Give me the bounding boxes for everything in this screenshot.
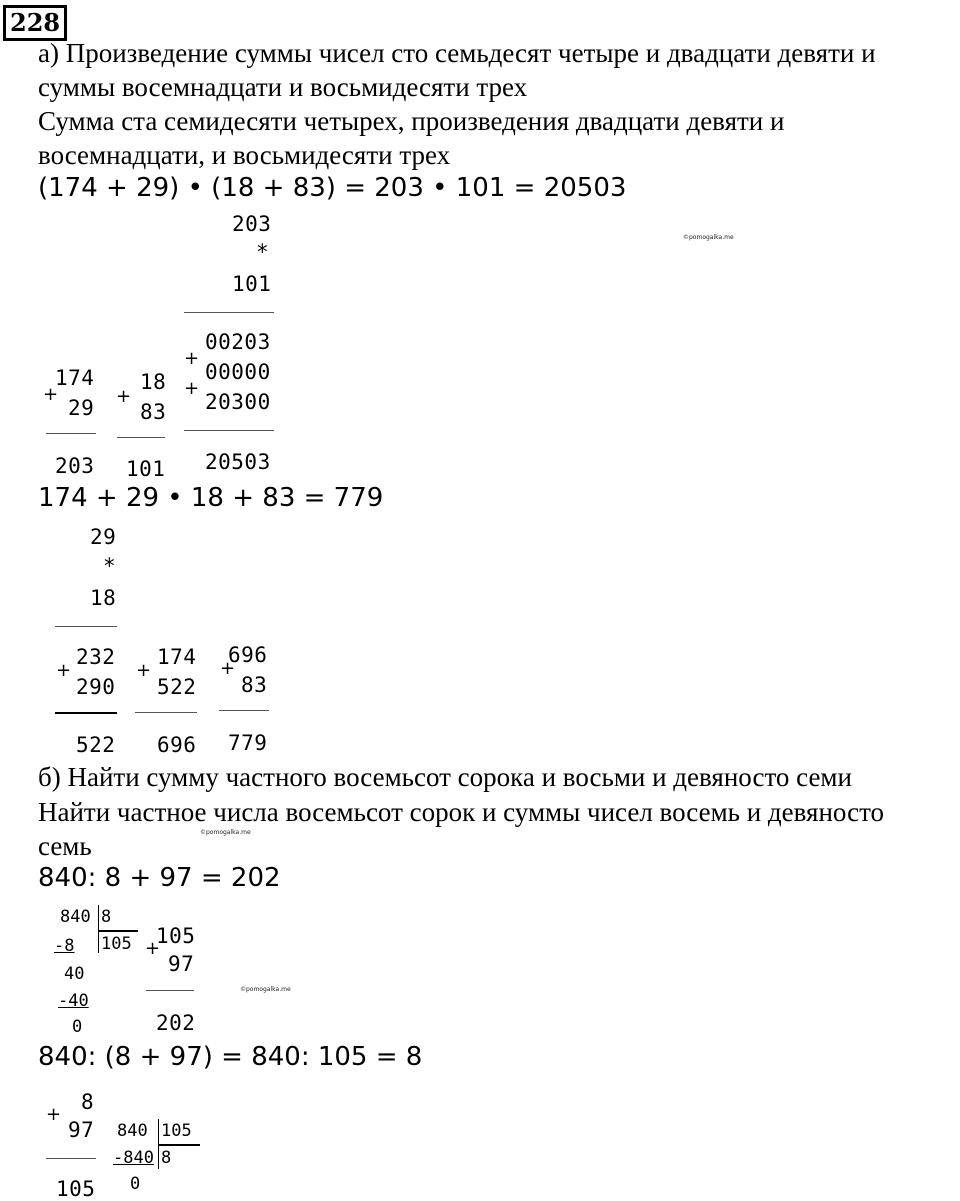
add-2-b: 83 [140, 400, 167, 424]
watermark-1: ©pomogalka.me [683, 234, 734, 241]
mult-2-sign: * [103, 554, 117, 578]
mult-2-rule [55, 626, 117, 627]
add-1-rule [46, 433, 96, 434]
div-1-rem-1: 40 [64, 964, 85, 984]
add-3-b: 290 [76, 675, 116, 699]
mult-1-rule [184, 312, 274, 313]
add-6-rule [146, 990, 194, 991]
add-3-sign: + [56, 660, 72, 681]
add-1-result: 203 [55, 454, 95, 478]
add-5-a: 696 [228, 643, 268, 667]
add-1-sign: + [43, 384, 59, 405]
part-b-text-line-1: б) Найти сумму частного восемьсот сорока и восьми и девяносто семи [38, 762, 852, 792]
div-1-divider-v [98, 905, 99, 953]
add-4-a: 174 [157, 645, 197, 669]
mult-1-plus-1: + [184, 348, 200, 369]
add-5-result: 779 [228, 731, 268, 755]
mult-1-partial-1: 00203 [205, 330, 271, 354]
mult-1-bottom: 101 [232, 272, 272, 296]
mult-1-partial-3: 20300 [205, 390, 271, 414]
div-2-divisor: 105 [161, 1121, 192, 1141]
add-4-sign: + [136, 660, 152, 681]
add-4-rule [135, 712, 197, 713]
add-5-rule [219, 710, 269, 711]
div-1-rem-2: 0 [72, 1017, 83, 1037]
part-a-text-line-1: а) Произведение суммы чисел сто семьдесят четыре и двадцати девяти и [38, 38, 876, 68]
add-2-result: 101 [126, 457, 166, 481]
div-2-dividend: 840 [117, 1121, 148, 1141]
add-7-a: 8 [81, 1090, 95, 1114]
expression-a1: (174 + 29) • (18 + 83) = 203 • 101 = 20503 [38, 173, 627, 203]
mult-2-bottom: 18 [90, 586, 117, 610]
mult-2-top: 29 [90, 525, 117, 549]
add-6-sign: + [145, 938, 161, 959]
add-4-b: 522 [157, 675, 197, 699]
add-1-a: 174 [55, 366, 95, 390]
div-1-dividend: 840 [60, 907, 91, 927]
div-1-divisor: 8 [101, 907, 112, 927]
expression-b1: 840: 8 + 97 = 202 [38, 863, 281, 893]
add-7-b: 97 [68, 1118, 95, 1142]
mult-1-sign: * [256, 240, 270, 264]
div-1-quotient: 105 [101, 934, 132, 954]
add-6-result: 202 [156, 1011, 196, 1035]
div-2-quotient: 8 [161, 1148, 172, 1168]
add-2-rule [117, 437, 165, 438]
watermark-3: ©pomogalka.me [240, 986, 291, 993]
part-b-text-line-3: семь [38, 831, 92, 861]
div-1-sub-2: -40 [58, 991, 89, 1011]
add-6-b: 97 [168, 952, 195, 976]
add-7-rule [46, 1158, 96, 1159]
add-3-result: 522 [76, 733, 116, 757]
div-2-rem-1: 0 [130, 1174, 141, 1194]
part-a-text-line-4: восемнадцати, и восьмидесяти трех [38, 140, 451, 170]
mult-1-top: 203 [232, 212, 272, 236]
part-a-text-line-3: Сумма ста семидесяти четырех, произведения двадцати девяти и [38, 106, 785, 136]
add-3-rule [55, 712, 117, 714]
add-2-sign: + [116, 386, 132, 407]
add-1-b: 29 [68, 396, 95, 420]
mult-1-result-rule [184, 430, 274, 431]
add-2-a: 18 [140, 370, 167, 394]
mult-1-result: 20503 [205, 450, 271, 474]
add-3-a: 232 [76, 645, 116, 669]
add-7-sign: + [46, 1104, 62, 1125]
expression-a2: 174 + 29 • 18 + 83 = 779 [38, 483, 384, 513]
watermark-2: ©pomogalka.me [200, 829, 251, 836]
add-7-result: 105 [56, 1177, 96, 1201]
add-4-result: 696 [157, 733, 197, 757]
div-2-sub-1: -840 [113, 1148, 154, 1168]
add-5-b: 83 [241, 673, 268, 697]
add-5-sign: + [220, 658, 236, 679]
part-a-text-line-2: суммы восемнадцати и восьмидесяти трех [38, 72, 528, 102]
div-1-divider-h [98, 930, 138, 932]
problem-number: 228 [3, 5, 67, 41]
div-2-divider-h [158, 1144, 200, 1146]
part-b-text-line-2: Найти частное числа восемьсот сорок и суммы чисел восемь и девяносто [38, 797, 885, 827]
expression-b2: 840: (8 + 97) = 840: 105 = 8 [38, 1042, 423, 1072]
div-1-sub-1: -8 [54, 936, 75, 956]
add-6-a: 105 [156, 924, 196, 948]
mult-1-plus-2: + [184, 378, 200, 399]
mult-1-partial-2: 00000 [205, 360, 271, 384]
